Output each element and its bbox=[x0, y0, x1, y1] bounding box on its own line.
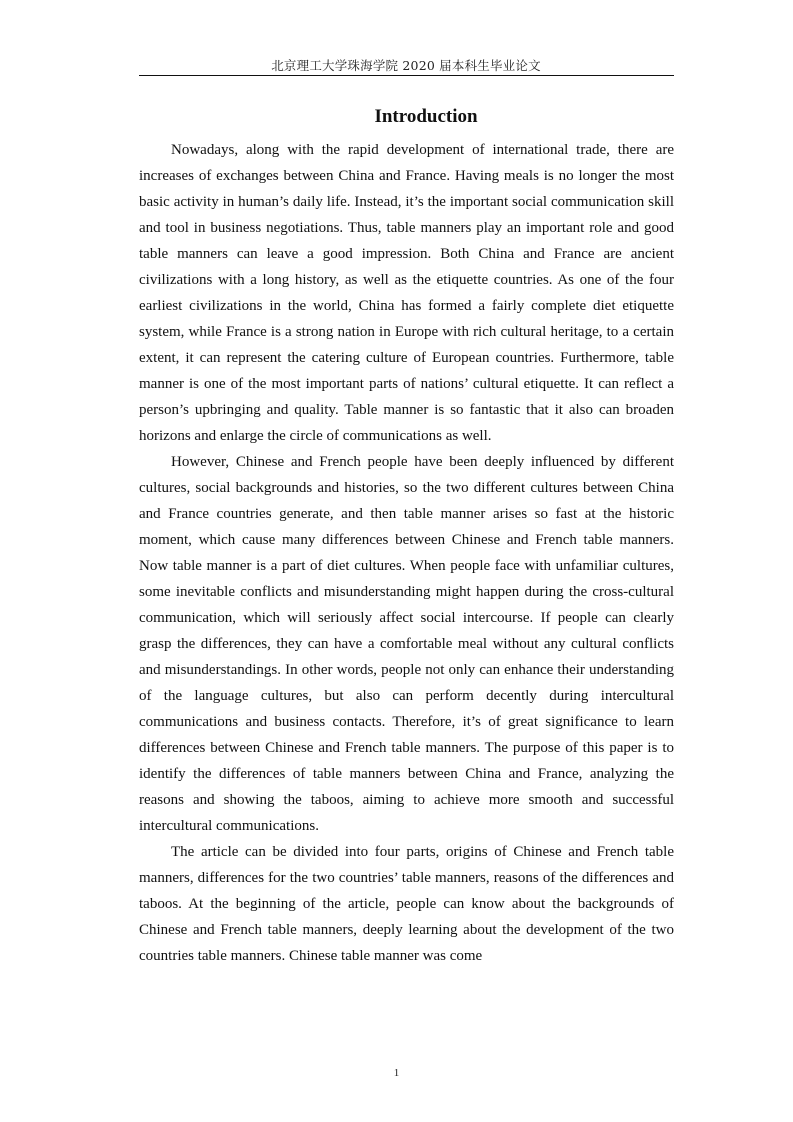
paragraph: Nowadays, along with the rapid development of international trade, there are increases of exchanges between China and France. Having meals is no longer the most basic activity in human’s daily life. Instead, it’s the important social communication skill and tool in business negotiations. Thus, table manners play an important role and good table manners can leave a good impression. Both China and France are ancient civilizations with a long history, as well as the etiquette countries. As one of the four earliest civilizations in the world, China has formed a fairly complete diet etiquette system, while France is a strong nation in Europe with rich cultural heritage, to a certain extent, it can represent the catering culture of European countries. Furthermore, table manner is one of the most important parts of nations’ cultural etiquette. It can reflect a person’s upbringing and quality. Table manner is so fantastic that it also can broaden horizons and enlarge the circle of communications as well. bbox=[139, 142, 674, 444]
page-number: 1 bbox=[393, 1067, 400, 1079]
section-title: Introduction bbox=[374, 106, 478, 127]
paragraph: The article can be divided into four parts, origins of Chinese and French table manners, differences for the two countries’ table manners, reasons of the differences and taboos. At the beginning of the article, people can know about the backgrounds of Chinese and French table manners, deeply learning about the development of the two countries table manners. Chinese table manner was come bbox=[139, 844, 674, 964]
paragraph: However, Chinese and French people have been deeply influenced by different cultures, social backgrounds and histories, so the two different cultures between China and France countries generate, and then table manner arises so fast at the historic moment, which cause many differences between Chinese and French table manners. Now table manner is a part of diet cultures. When people face with unfamiliar cultures, some inevitable conflicts and misunderstanding might happen during the cross-cultural communication, which will seriously affect social intercourse. If people can clearly grasp the differences, they can have a comfortable meal without any cultural conflicts and misunderstandings. In other words, people not only can enhance their understanding of the language cultures, but also can perform decently during intercultural communications and business contacts. Therefore, it’s of great significance to learn differences between Chinese and French table manners. The purpose of this paper is to identify the differences of table manners between China and France, analyzing the reasons and showing the taboos, aiming to achieve more smooth and successful intercultural communications. bbox=[139, 454, 674, 834]
body-text bbox=[139, 137, 674, 969]
running-header: 北京理工大学珠海学院 2020 届本科生毕业论文 bbox=[271, 58, 541, 73]
header-divider bbox=[139, 75, 674, 76]
